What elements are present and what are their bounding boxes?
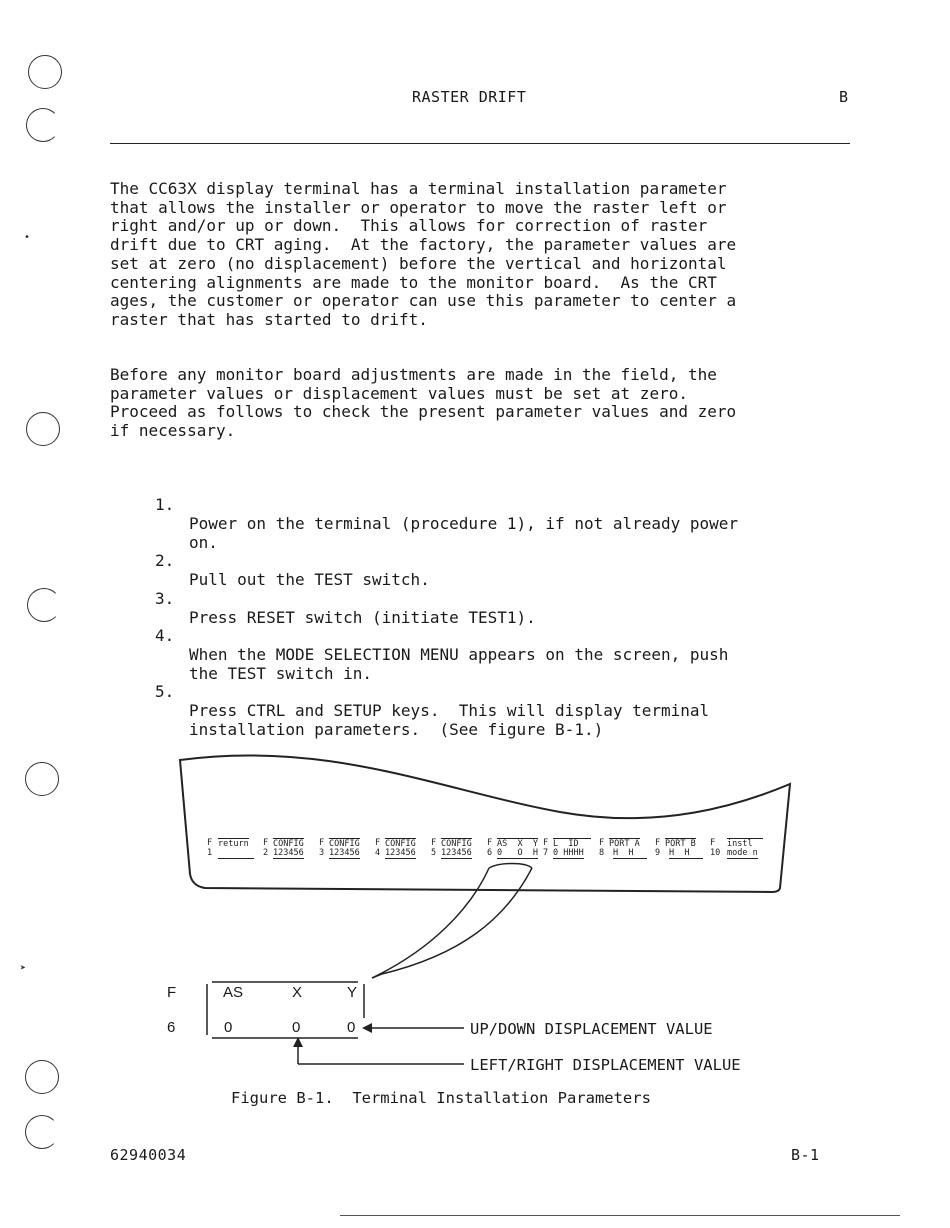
screen-field-label: PORT A: [609, 839, 640, 849]
screen-field-key: F 3: [319, 838, 325, 858]
callout-funnel: [382, 868, 532, 974]
instructions-paragraph: Before any monitor board adjustments are made in the field, the parameter values or displacement values must be set at zero. Proceed as follows to check the present parameter values and zero if necessary.: [110, 365, 737, 441]
screen-field-key: F 1: [207, 838, 213, 858]
screen-field-label: AS X Y: [497, 839, 538, 849]
screen-field-value: H H: [613, 848, 647, 859]
screen-field-label: CONFIG: [441, 839, 472, 849]
scan-mark: •: [24, 232, 31, 243]
screen-field-value: H H: [669, 848, 703, 859]
detail-value-y: 0: [347, 1019, 356, 1036]
callout-funnel: [372, 868, 489, 978]
screen-field-label: PORT B: [665, 839, 696, 849]
detail-value-x: 0: [292, 1019, 301, 1036]
screen-field-key: F 5: [431, 838, 437, 858]
page-number: B-1: [791, 1146, 820, 1164]
screen-field-key: F 7: [543, 838, 549, 858]
screen-field-label: CONFIG: [329, 839, 360, 849]
figure-caption: Figure B-1. Terminal Installation Parameters: [231, 1089, 651, 1107]
screen-field-label: CONFIG: [273, 839, 304, 849]
screen-field-key: F 4: [375, 838, 381, 858]
detail-value-as: 0: [224, 1019, 233, 1036]
scan-mark: ➤: [20, 963, 27, 974]
screen-field-value: 123456: [441, 848, 472, 858]
screen-field-value: 123456: [385, 848, 416, 858]
callout-updown: UP/DOWN DISPLACEMENT VALUE: [470, 1020, 713, 1038]
screen-field-label: CONFIG: [385, 839, 416, 849]
detail-col-x: X: [292, 984, 303, 1001]
magnifier-loop: [489, 864, 532, 869]
list-item: 4. When the MODE SELECTION MENU appears on the screen, push the TEST switch in.: [155, 626, 729, 683]
screen-field-value: 123456: [329, 848, 360, 858]
detail-key-letter: F: [167, 984, 177, 1001]
section-letter: B: [839, 88, 849, 106]
screen-field-label: instl: [727, 838, 763, 849]
screen-field-value: 0 O H: [497, 848, 538, 858]
list-item: 3. Press RESET switch (initiate TEST1).: [155, 589, 536, 627]
screen-field-key: F 2: [263, 838, 269, 858]
detail-col-as: AS: [223, 984, 244, 1001]
screen-field-value: 123456: [273, 848, 304, 858]
screen-field-value: [218, 848, 254, 859]
screen-field-label: L ID: [553, 838, 591, 849]
crt-screen-outline: [180, 755, 790, 892]
list-item: 2. Pull out the TEST switch.: [155, 551, 430, 589]
screen-field-value: mode n: [727, 848, 758, 858]
screen-field-key: F 6: [487, 838, 493, 858]
screen-field-label: return: [218, 839, 249, 849]
screen-field-key: F 10: [710, 838, 721, 858]
list-item: 1. Power on the terminal (procedure 1), if not already power on.: [155, 495, 739, 552]
bottom-rule: [340, 1215, 900, 1216]
screen-field-value: 0 HHHH: [553, 848, 584, 858]
intro-paragraph: The CC63X display terminal has a terminal installation parameter that allows the installer or operator to move the raster left or right and/or up or down. This allows for correction of raster drift due to CRT aging. At the factory, the parameter values are set at zero (no displacement) before the vertical and horizontal centering alignments are made to the monitor board. As the CRT ages, the customer or operator can use this parameter to center a raster that has started to drift.: [110, 179, 737, 329]
detail-key-number: 6: [167, 1019, 176, 1036]
page-title: RASTER DRIFT: [412, 88, 527, 106]
detail-col-y: Y: [347, 984, 358, 1001]
callout-leftright: LEFT/RIGHT DISPLACEMENT VALUE: [470, 1056, 741, 1074]
screen-field-key: F 8: [599, 838, 605, 858]
screen-field-key: F 9: [655, 838, 661, 858]
list-item: 5. Press CTRL and SETUP keys. This will display terminal installation parameters. (See figure B-1.): [155, 682, 710, 739]
document-number: 62940034: [110, 1146, 187, 1164]
